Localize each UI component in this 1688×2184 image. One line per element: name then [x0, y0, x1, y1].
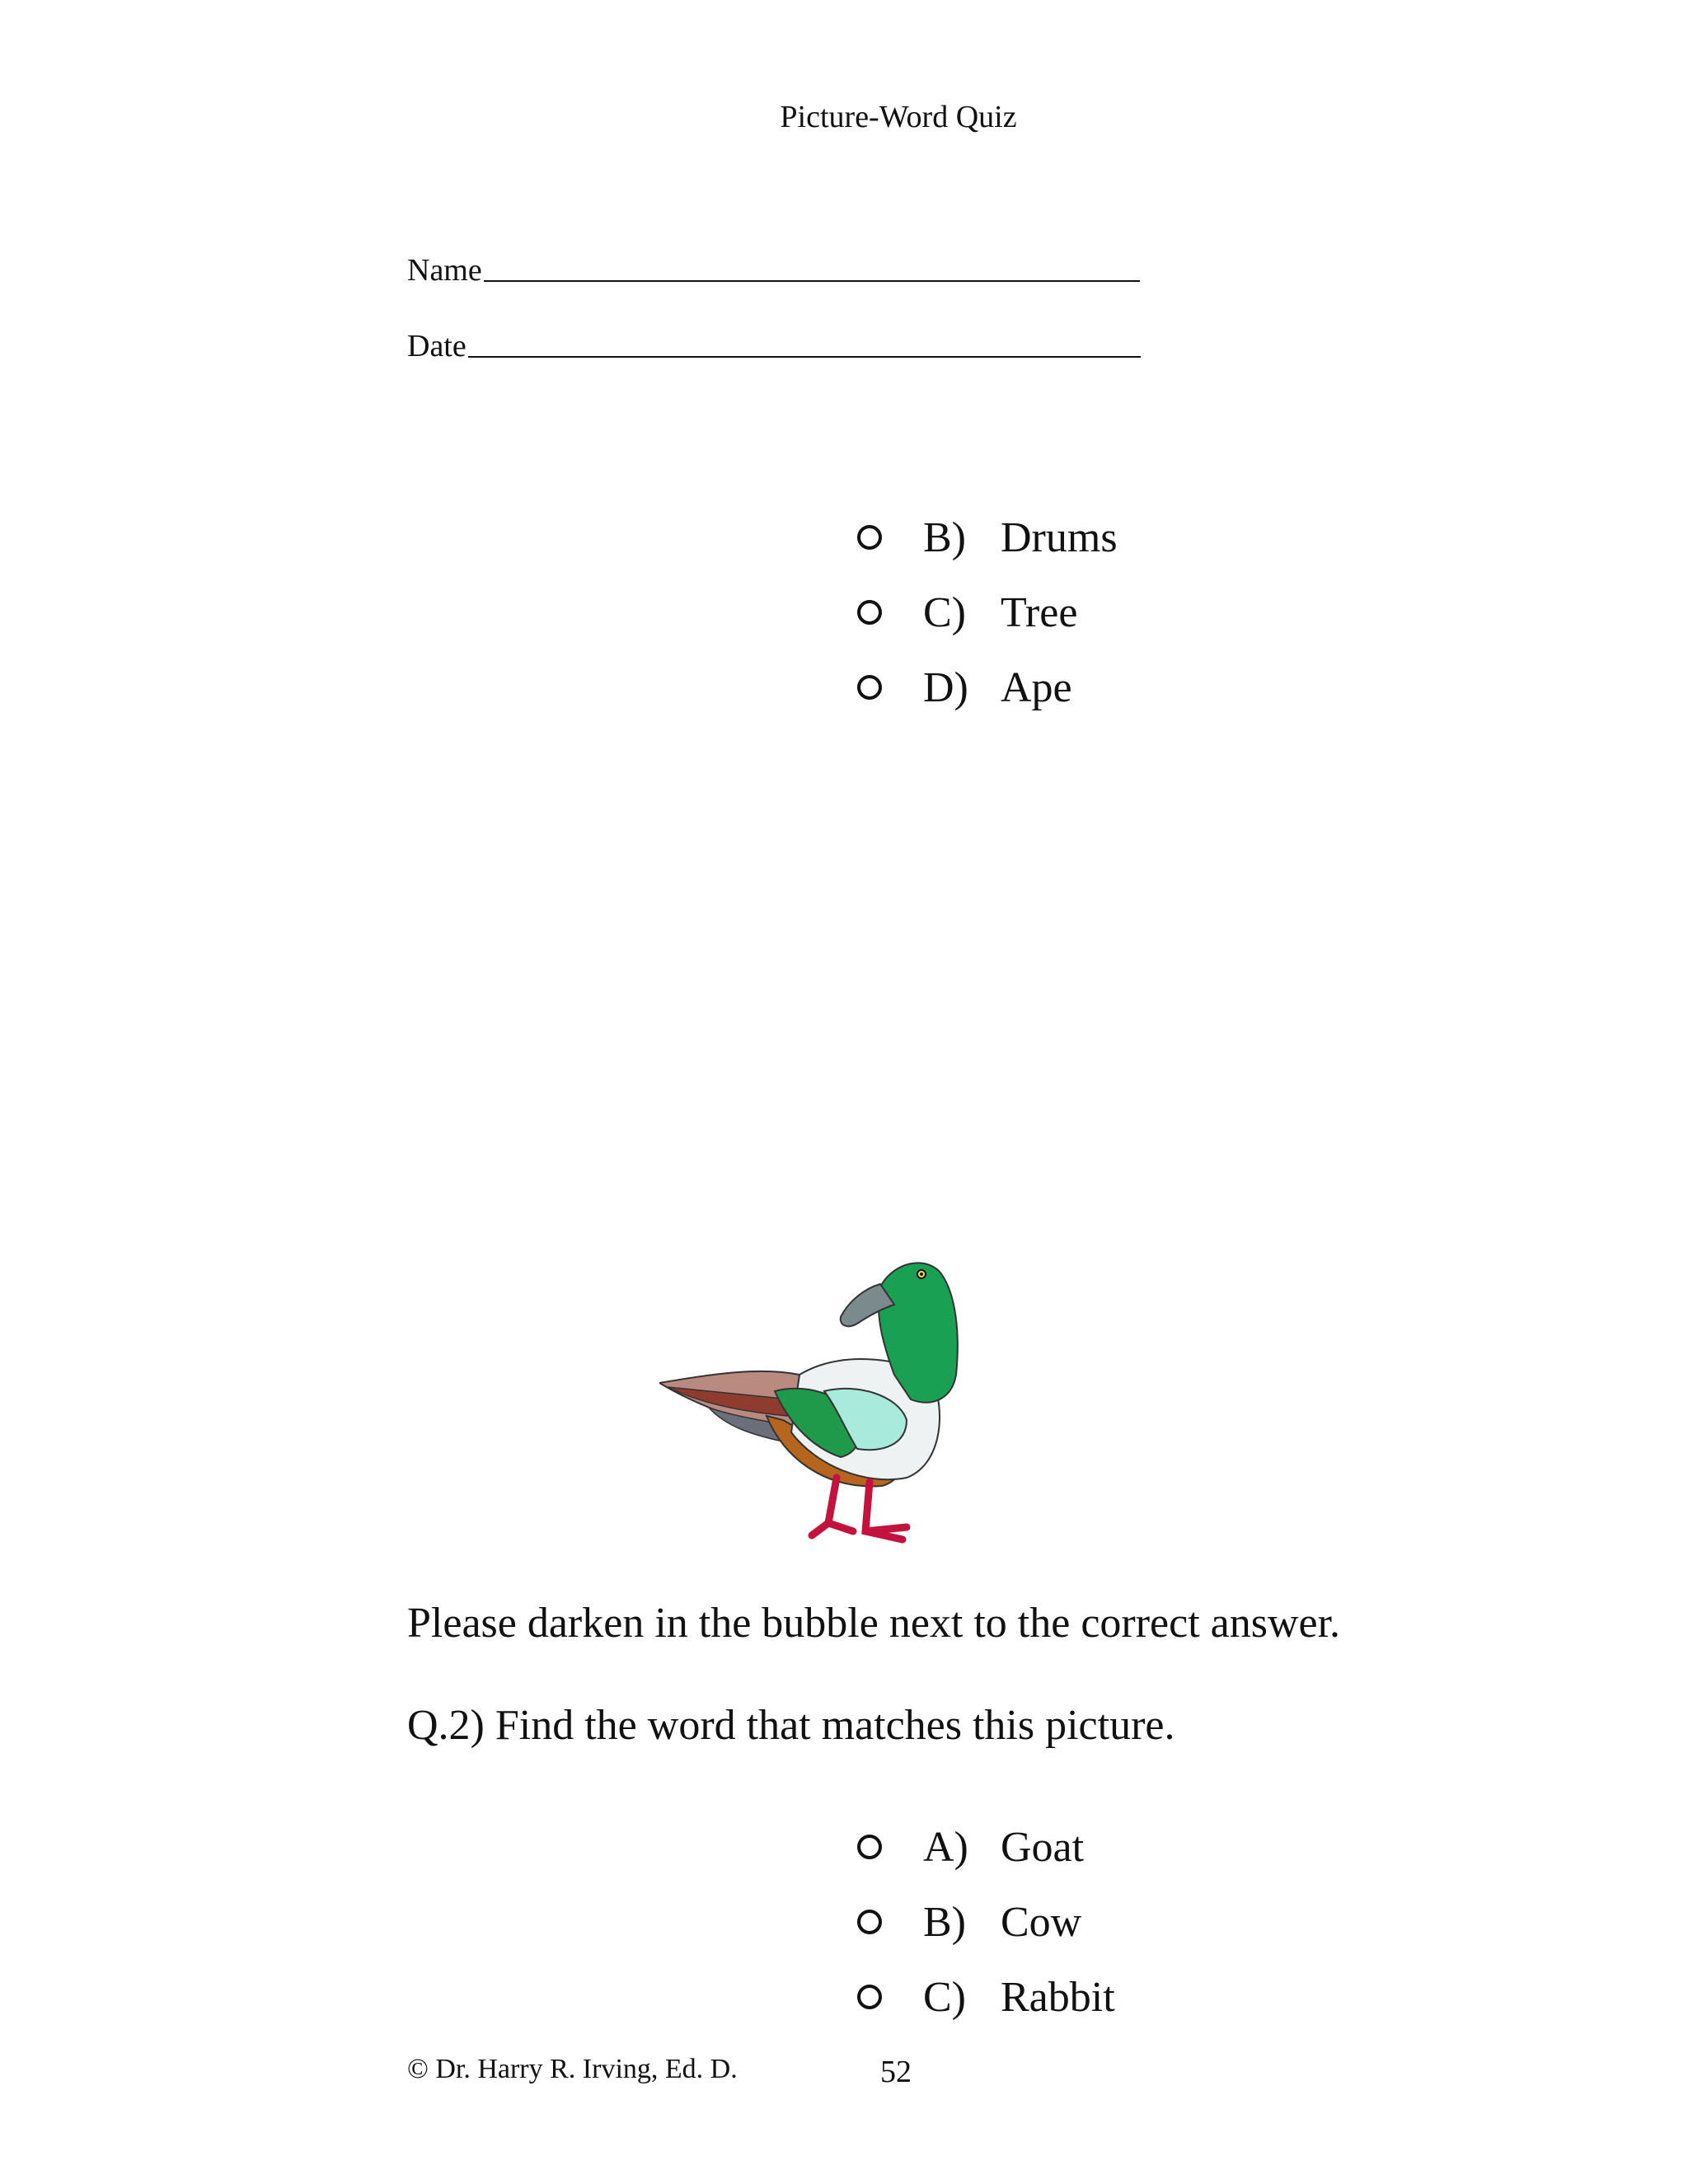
q2-option-c[interactable] [857, 1968, 1115, 2026]
date-field[interactable] [407, 328, 1141, 364]
q2-option-a[interactable] [857, 1818, 1084, 1876]
option-word: Ape [1001, 663, 1072, 711]
name-label: Name [407, 253, 482, 288]
answer-bubble[interactable] [857, 1985, 882, 2009]
date-label: Date [407, 329, 467, 363]
option-word: Goat [1001, 1823, 1085, 1871]
option-word: Cow [1001, 1898, 1082, 1946]
option-word: Rabbit [1001, 1973, 1115, 2021]
q1-option-b[interactable] [857, 509, 1118, 566]
option-letter: C) [923, 588, 966, 636]
answer-bubble[interactable] [857, 675, 882, 700]
option-letter: B) [923, 513, 966, 561]
option-word: Drums [1001, 513, 1118, 561]
question-2-prompt: Q.2) Find the word that matches this picture. [407, 1702, 1175, 1749]
name-field[interactable] [407, 252, 1140, 288]
q1-option-c[interactable] [857, 583, 1077, 641]
option-letter: B) [923, 1898, 966, 1946]
q1-option-d[interactable] [857, 658, 1072, 716]
copyright-notice: © Dr. Harry R. Irving, Ed. D. [407, 2054, 738, 2084]
answer-bubble[interactable] [857, 600, 882, 625]
name-blank-line[interactable] [484, 280, 1140, 282]
date-blank-line[interactable] [468, 356, 1141, 358]
option-word: Tree [1001, 588, 1078, 636]
duck-icon [659, 1251, 964, 1563]
option-letter: C) [923, 1973, 966, 2021]
page-number: 52 [880, 2055, 912, 2089]
instruction-text: Please darken in the bubble next to the correct answer. [407, 1600, 1341, 1647]
option-letter: A) [923, 1823, 968, 1871]
q2-option-b[interactable] [857, 1893, 1081, 1951]
answer-bubble[interactable] [857, 1835, 882, 1859]
page-title: Picture-Word Quiz [780, 100, 1017, 134]
answer-bubble[interactable] [857, 1910, 882, 1934]
answer-bubble[interactable] [857, 525, 882, 550]
option-letter: D) [923, 663, 968, 711]
